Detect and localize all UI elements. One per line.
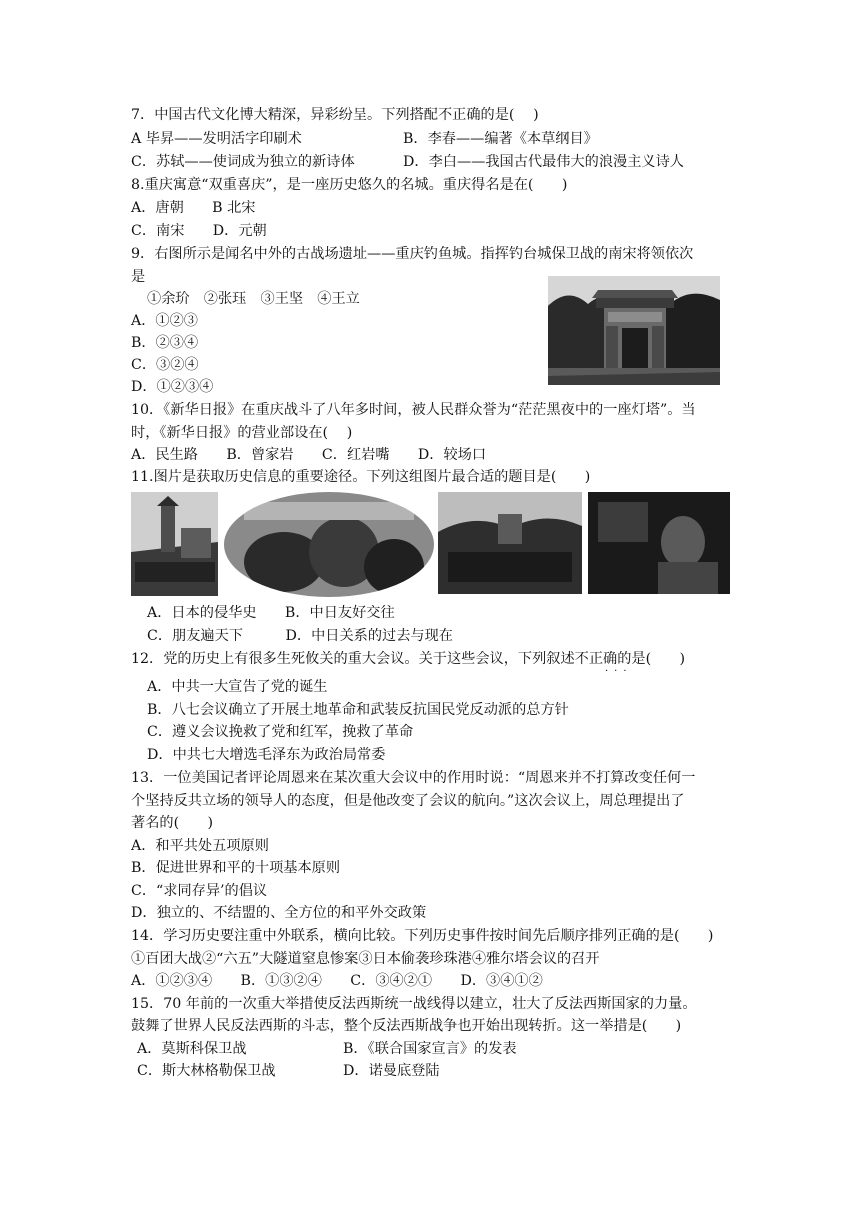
- q11-photo-3: [438, 492, 582, 594]
- q7-option-a: A 毕昇——发明活字印刷术: [131, 131, 302, 147]
- q13-option-a: A．和平共处五项原则: [131, 838, 269, 854]
- q13-option-d: D．独立的、不结盟的、全方位的和平外交政策: [131, 905, 427, 921]
- q12-option-d: D．中共七大增选毛泽东为政治局常委: [147, 747, 386, 763]
- q12-option-a: A．中共一大宣告了党的诞生: [147, 679, 328, 695]
- q9-stem-line1: 9．右图所示是闻名中外的古战场遗址——重庆钓鱼城。指挥钓台城保卫战的南宋将领依次: [131, 246, 694, 262]
- q11-stem: 11.图片是获取历史信息的重要途径。下列这组图片最合适的题目是( ): [131, 469, 591, 485]
- q11-options-ab: A．日本的侵华史 B．中日友好交往: [147, 605, 395, 621]
- q11-options-cd: C．朋友遍天下 D．中日关系的过去与现在: [147, 628, 453, 644]
- q13-stem-line2: 个坚持反共立场的领导人的态度，但是他改变了会议的航向。”这次会议上，周总理提出了: [131, 793, 685, 809]
- q8-options-cd: C．南宋 D．元朝: [131, 223, 267, 239]
- q7-option-c: C．苏轼——使词成为独立的新诗体: [131, 154, 355, 170]
- q15-option-b: B．《联合国家宣言》的发表: [343, 1041, 517, 1057]
- q12-option-c: C．遵义会议挽救了党和红军，挽救了革命: [147, 724, 414, 740]
- q11-photo-1: [131, 492, 218, 596]
- q15-option-a: A．莫斯科保卫战: [137, 1041, 247, 1057]
- q7-stem: 7．中国古代文化博大精深，异彩纷呈。下列搭配不正确的是( ): [131, 107, 539, 123]
- q15-stem-line2: 鼓舞了世界人民反法西斯的斗志，整个反法西斯战争也开始出现转折。这一举措是( ): [131, 1018, 682, 1034]
- q10-stem-line2: 时，《新华日报》的营业部设在( ): [131, 425, 353, 441]
- q12-option-b: B．八七会议确立了开展土地革命和武装反抗国民党反动派的总方针: [147, 702, 569, 718]
- q15-stem-line1: 15．70 年前的一次重大举措使反法西斯统一战线得以建立，壮大了反法西斯国家的力量。: [131, 996, 697, 1012]
- q7-option-b: B．李春——编著《本草纲目》: [403, 131, 598, 147]
- q13-option-c: C．“求同存异’的倡议: [131, 883, 268, 899]
- q9-option-c: C．③②④: [131, 357, 199, 373]
- q9-option-b: B．②③④: [131, 335, 199, 351]
- q9-option-a: A．①②③: [131, 313, 198, 329]
- q13-option-b: B．促进世界和平的十项基本原则: [131, 860, 341, 876]
- q14-stem: 14．学习历史要注重中外联系，横向比较。下列历史事件按时间先后顺序排列正确的是( ): [131, 928, 714, 944]
- q7-option-d: D．李白——我国古代最伟大的浪漫主义诗人: [403, 154, 684, 170]
- q9-items: ①余玠 ②张珏 ③王坚 ④王立: [147, 291, 360, 307]
- emphasis-dots: ···: [605, 666, 633, 677]
- q14-items: ①百团大战②“六五”大隧道窒息惨案③日本偷袭珍珠港④雅尔塔会议的召开: [131, 951, 600, 967]
- q15-option-d: D．诺曼底登陆: [343, 1063, 440, 1079]
- diaoyu-city-gate-photo: [548, 276, 720, 385]
- q8-stem: 8.重庆寓意“双重喜庆”，是一座历史悠久的名城。重庆得名是在( ): [131, 177, 568, 193]
- q15-option-c: C．斯大林格勒保卫战: [137, 1063, 276, 1079]
- q10-options: A．民生路 B．曾家岩 C．红岩嘴 D．较场口: [131, 447, 487, 463]
- q12-stem: 12．党的历史上有很多生死攸关的重大会议。关于这些会议，下列叙述不正确的是( ): [131, 651, 686, 667]
- q8-options-ab: A．唐朝 B 北宋: [131, 200, 256, 216]
- q10-stem-line1: 10．《新华日报》在重庆战斗了八年多时间，被人民群众誉为“茫茫黑夜中的一座灯塔”。当: [131, 402, 696, 418]
- q13-stem-line1: 13．一位美国记者评论周恩来在某次重大会议中的作用时说：“周恩来并不打算改变任何一: [131, 770, 696, 786]
- q9-stem-line2: 是: [131, 269, 146, 285]
- q9-option-d: D．①②③④: [131, 379, 214, 395]
- q11-photo-2: [224, 492, 434, 597]
- q14-options: A．①②③④ B．①③②④ C．③④②① D．③④①②: [131, 973, 543, 989]
- q13-stem-line3: 著名的( ): [131, 815, 214, 831]
- q11-photo-4: [588, 492, 730, 594]
